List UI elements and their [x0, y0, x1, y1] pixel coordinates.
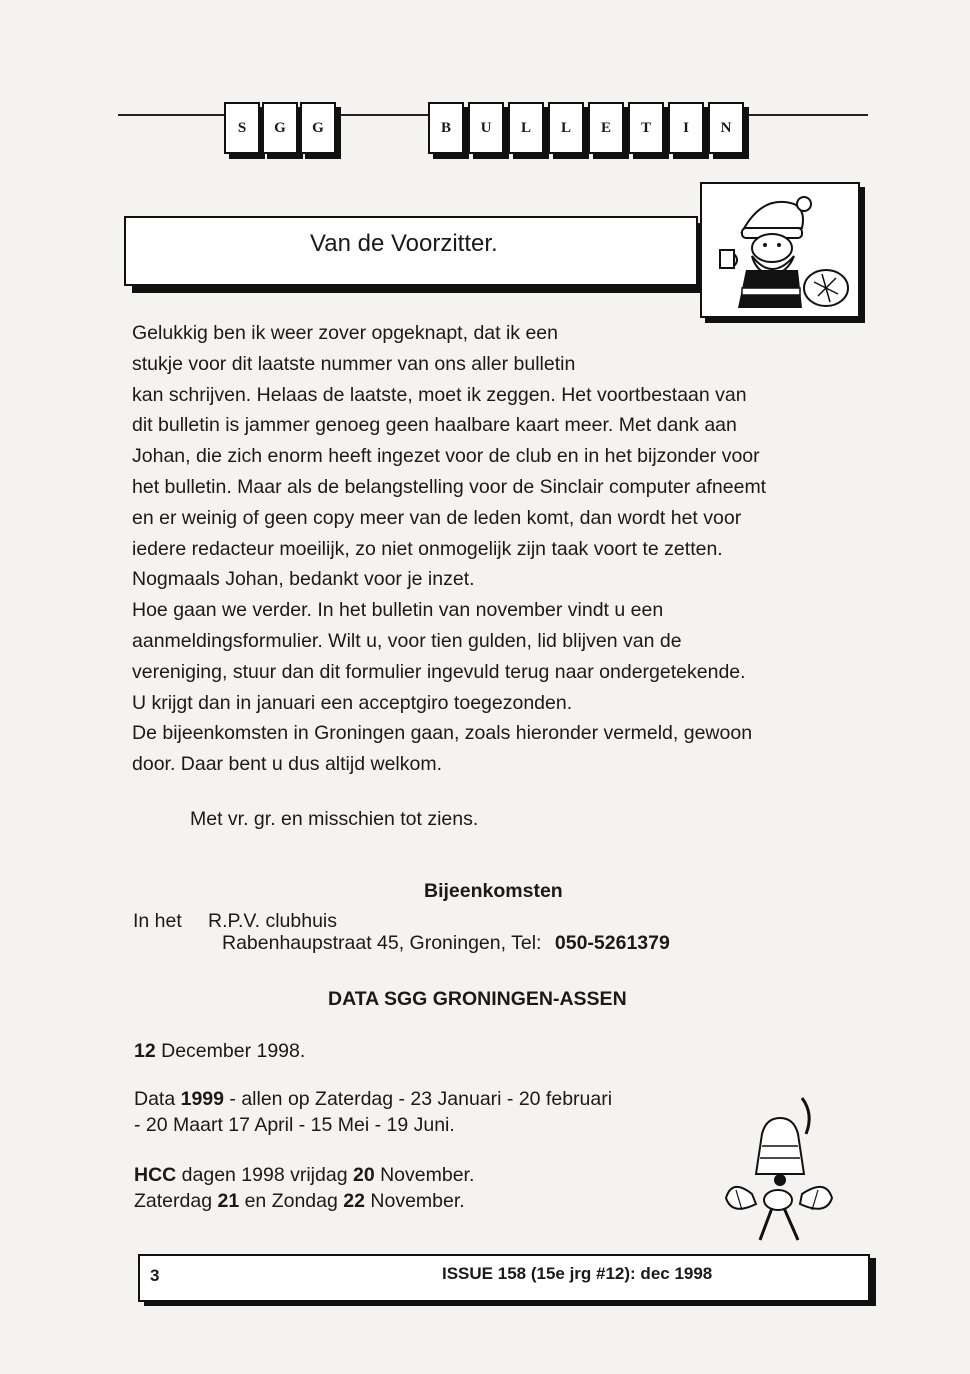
phone-number: 050-5261379: [554, 932, 670, 954]
bell-icon: [722, 1094, 838, 1244]
address-line: [222, 932, 670, 955]
masthead-letter: E: [588, 102, 624, 154]
article-line: kan schrijven. Helaas de laatste, moet ik zeggen. Het voortbestaan van: [132, 383, 747, 406]
hcc-text: November.: [364, 1190, 465, 1212]
masthead-letter: G: [262, 102, 298, 154]
hcc-text: Zaterdag: [134, 1190, 218, 1212]
dates-1999: [134, 1088, 612, 1111]
location-prefix: In het: [133, 910, 182, 932]
article-line: aanmeldingsformulier. Wilt u, voor tien gulden, lid blijven van de: [132, 629, 682, 652]
article-title: Van de Voorzitter.: [310, 230, 498, 257]
masthead-letter: L: [508, 102, 544, 154]
hcc-text: en Zondag: [239, 1190, 344, 1212]
article-line: door. Daar bent u dus altijd welkom.: [132, 753, 443, 776]
article-line: Nogmaals Johan, bedankt voor je inzet.: [132, 568, 475, 591]
article-line: vereniging, stuur dan dit formulier ingevuld terug naar ondergetekende.: [132, 660, 746, 683]
masthead-letter: B: [428, 102, 464, 154]
article-line: De bijeenkomsten in Groningen gaan, zoals hieronder vermeld, gewoon: [132, 722, 753, 745]
meetings-heading: Bijeenkomsten: [424, 880, 563, 902]
masthead-letter: T: [628, 102, 664, 154]
hcc-day: 20: [352, 1164, 375, 1186]
date-day: 12: [134, 1040, 156, 1062]
dates-prefix: Data: [134, 1088, 181, 1110]
article-body: [132, 318, 852, 780]
data-heading: DATA SGG GRONINGEN-ASSEN: [328, 988, 627, 1010]
hcc-line1: [134, 1164, 474, 1187]
footer-bar: [138, 1254, 870, 1302]
santa-illustration: [700, 182, 860, 318]
article-line: dit bulletin is jammer genoeg geen haalbare kaart meer. Met dank aan: [132, 414, 737, 437]
article-line: stukje voor dit laatste nummer van ons aller bulletin: [132, 352, 576, 375]
article-line: het bulletin. Maar als de belangstelling voor de Sinclair computer afneemt: [132, 475, 767, 498]
article-line: iedere redacteur moeilijk, zo niet onmogelijk zijn taak voort te zetten.: [132, 537, 723, 560]
hcc-day: 22: [343, 1190, 365, 1212]
santa-icon: [702, 184, 858, 316]
hcc-line2: [134, 1190, 465, 1213]
article-line: Johan, die zich enorm heeft ingezet voor de club en in het bijzonder voor: [132, 445, 760, 468]
article-line: Gelukkig ben ik weer zover opgeknapt, dat ik een: [132, 322, 559, 344]
signoff: Met vr. gr. en misschien tot ziens.: [190, 808, 479, 830]
date-1998: [134, 1040, 305, 1063]
masthead-letter: S: [224, 102, 260, 154]
issue-label: ISSUE 158 (15e jrg #12): dec 1998: [442, 1264, 713, 1283]
christmas-bell-decoration: [722, 1094, 838, 1244]
masthead-letter: N: [708, 102, 744, 154]
dates-1999-line2: - 20 Maart 17 April - 15 Mei - 19 Juni.: [134, 1114, 455, 1136]
date-rest: December 1998.: [155, 1040, 306, 1062]
page-number: 3: [150, 1266, 160, 1285]
hcc-label: HCC: [134, 1164, 177, 1186]
article-line: en er weinig of geen copy meer van de leden komt, dan wordt het voor: [132, 506, 742, 529]
location-name: R.P.V. clubhuis: [208, 910, 338, 932]
hcc-text: November.: [374, 1164, 475, 1186]
article-title-box: [124, 216, 698, 286]
masthead-letter: L: [548, 102, 584, 154]
hcc-text: dagen 1998 vrijdag: [176, 1164, 353, 1186]
masthead-letter: I: [668, 102, 704, 154]
hcc-day: 21: [217, 1190, 240, 1212]
dates-rest: - allen op Zaterdag - 23 Januari - 20 februari: [224, 1088, 613, 1110]
dates-year: 1999: [180, 1088, 224, 1110]
masthead-letter: G: [300, 102, 336, 154]
address: Rabenhaupstraat 45, Groningen, Tel:: [222, 932, 542, 954]
article-line: Hoe gaan we verder. In het bulletin van november vindt u een: [132, 599, 664, 622]
masthead-letter: U: [468, 102, 504, 154]
article-line: U krijgt dan in januari een acceptgiro toegezonden.: [132, 691, 573, 714]
